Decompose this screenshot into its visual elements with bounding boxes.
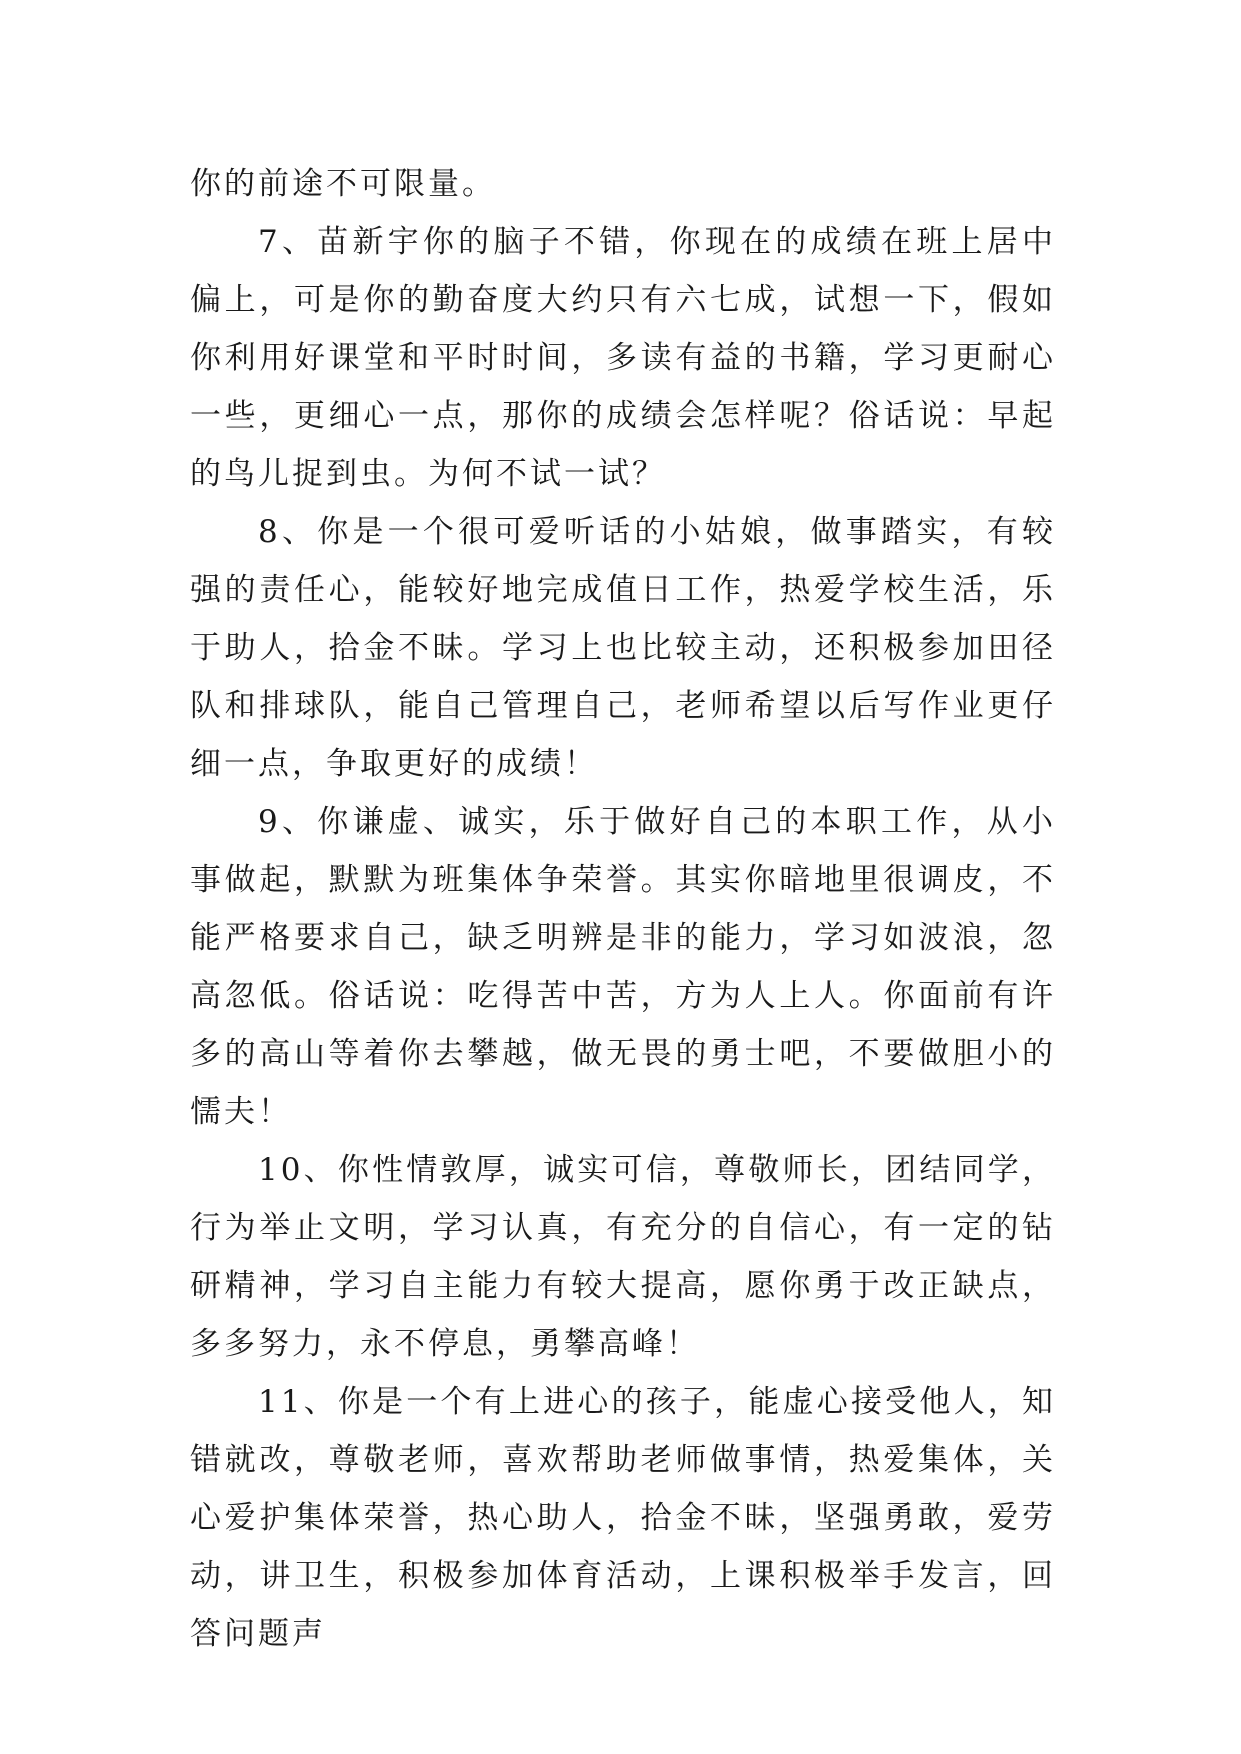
paragraph-11: 11、你是一个有上进心的孩子，能虚心接受他人，知错就改，尊敬老师，喜欢帮助老师做事情，热爱集体，关心爱护集体荣誉，热心助人，拾金不昧，坚强勇敢，爱劳动，讲卫生，积极参加体育活动，上课积极举手发言，回答问题声 (190, 1384, 1056, 1652)
document-body (190, 155, 1056, 1663)
paragraph-9: 9、你谦虚、诚实，乐于做好自己的本职工作，从小事做起，默默为班集体争荣誉。其实你暗地里很调皮，不能严格要求自己，缺乏明辨是非的能力，学习如波浪，忽高忽低。俗话说：吃得苦中苦，方为人上人。你面前有许多的高山等着你去攀越，做无畏的勇士吧，不要做胆小的懦夫！ (190, 804, 1056, 1130)
paragraph-10: 10、你性情敦厚，诚实可信，尊敬师长，团结同学，行为举止文明，学习认真，有充分的自信心，有一定的钻研精神，学习自主能力有较大提高，愿你勇于改正缺点，多多努力，永不停息，勇攀高峰！ (190, 1152, 1056, 1362)
paragraph-7: 7、苗新宇你的脑子不错，你现在的成绩在班上居中偏上，可是你的勤奋度大约只有六七成，试想一下，假如你利用好课堂和平时时间，多读有益的书籍，学习更耐心一些，更细心一点，那你的成绩会怎样呢？俗话说：早起的鸟儿捉到虫。为何不试一试？ (190, 224, 1056, 492)
paragraph-8: 8、你是一个很可爱听话的小姑娘，做事踏实，有较强的责任心，能较好地完成值日工作，热爱学校生活，乐于助人，拾金不昧。学习上也比较主动，还积极参加田径队和排球队，能自己管理自己，老师希望以后写作业更仔细一点，争取更好的成绩！ (190, 514, 1056, 782)
paragraph-continued: 你的前途不可限量。 (190, 166, 496, 202)
